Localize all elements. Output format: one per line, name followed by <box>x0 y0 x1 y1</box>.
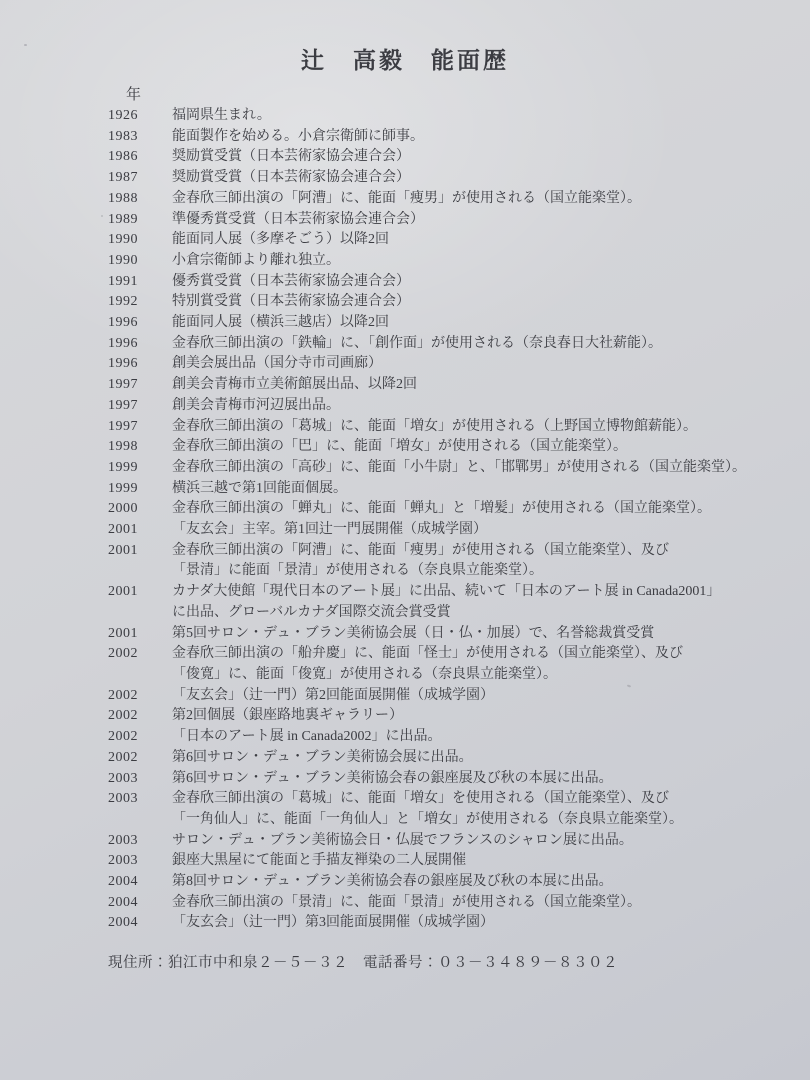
event-cell <box>172 272 810 293</box>
year-cell: 1992 <box>108 294 138 310</box>
timeline-row <box>108 189 810 210</box>
event-cell <box>172 893 810 914</box>
event-cell <box>172 582 810 623</box>
event-cell <box>172 230 810 251</box>
year-cell: 2002 <box>108 687 138 703</box>
event-cell <box>172 106 810 127</box>
event-cell <box>172 831 810 852</box>
event-cell <box>172 789 810 830</box>
timeline-row <box>108 520 810 541</box>
year-cell: 2004 <box>108 915 138 931</box>
event-cell <box>172 313 810 334</box>
event-cell <box>172 127 810 148</box>
year-cell: 1983 <box>108 128 138 144</box>
event-line: 準優秀賞受賞（日本芸術家協会連合会） <box>172 211 424 227</box>
year-cell: 2001 <box>108 625 138 641</box>
year-cell: 1997 <box>108 397 138 413</box>
timeline-row <box>108 499 810 520</box>
timeline-row <box>108 686 810 707</box>
timeline-row <box>108 913 810 934</box>
year-cell: 1999 <box>108 459 138 475</box>
event-line: 金春欣三師出演の「蝉丸」に、能面「蝉丸」と「増髪」が使用される（国立能楽堂）。 <box>172 501 711 517</box>
event-line: 金春欣三師出演の「葛城」に、能面「増女」を使用される（国立能楽堂）、及び <box>172 791 669 807</box>
event-line: 小倉宗衛師より離れ独立。 <box>172 252 340 268</box>
timeline-row <box>108 541 810 582</box>
event-line: 能面同人展（多摩そごう）以降2回 <box>172 232 389 248</box>
event-line: 金春欣三師出演の「阿漕」に、能面「痩男」が使用される（国立能楽堂）。 <box>172 190 641 206</box>
event-line: 「俊寛」に、能面「俊寛」が使用される（奈良県立能楽堂）。 <box>172 666 557 682</box>
event-line: 金春欣三師出演の「巴」に、能面「増女」が使用される（国立能楽堂）。 <box>172 439 627 455</box>
event-cell <box>172 375 810 396</box>
event-cell <box>172 644 810 685</box>
event-cell <box>172 354 810 375</box>
event-line: 特別賞受賞（日本芸術家協会連合会） <box>172 294 410 310</box>
event-line: 金春欣三師出演の「阿漕」に、能面「痩男」が使用される（国立能楽堂）、及び <box>172 542 669 558</box>
year-cell: 1990 <box>108 232 138 248</box>
year-cell: 1996 <box>108 315 138 331</box>
event-line: 「友玄会」（辻一門）第3回能面展開催（成城学園） <box>172 915 494 931</box>
timeline-row <box>108 831 810 852</box>
timeline-row <box>108 251 810 272</box>
timeline-row <box>108 396 810 417</box>
event-line: 創美会展出品（国分寺市司画廊） <box>172 356 382 372</box>
event-cell <box>172 541 810 582</box>
year-cell: 2001 <box>108 522 138 538</box>
timeline-row <box>108 789 810 830</box>
timeline-row <box>108 851 810 872</box>
timeline-row <box>108 479 810 500</box>
year-cell: 2002 <box>108 729 138 745</box>
timeline-row <box>108 313 810 334</box>
event-line: サロン・デュ・ブラン美術協会日・仏展でフランスのシャロン展に出品。 <box>172 832 633 848</box>
year-cell: 2000 <box>108 501 138 517</box>
timeline-row <box>108 106 810 127</box>
year-cell: 1997 <box>108 418 138 434</box>
year-cell: 1988 <box>108 190 138 206</box>
year-cell: 1996 <box>108 335 138 351</box>
event-cell <box>172 251 810 272</box>
event-line: 「友玄会」（辻一門）第2回能面展開催（成城学園） <box>172 687 494 703</box>
timeline-row <box>108 210 810 231</box>
year-cell: 2001 <box>108 542 138 558</box>
timeline-row <box>108 437 810 458</box>
event-line: カナダ大使館「現代日本のアート展」に出品、続いて「日本のアート展 in Canada2001」 <box>172 584 721 600</box>
event-line: 「友玄会」主宰。第1回辻一門展開催（成城学園） <box>172 522 487 538</box>
year-cell: 2002 <box>108 646 138 662</box>
event-cell <box>172 872 810 893</box>
timeline-row <box>108 727 810 748</box>
event-cell <box>172 499 810 520</box>
year-cell: 1999 <box>108 480 138 496</box>
year-cell: 2004 <box>108 874 138 890</box>
timeline-row <box>108 375 810 396</box>
year-cell: 1986 <box>108 149 138 165</box>
timeline-row <box>108 706 810 727</box>
year-cell: 2002 <box>108 708 138 724</box>
event-cell <box>172 458 810 479</box>
event-cell <box>172 686 810 707</box>
timeline-row <box>108 354 810 375</box>
event-cell <box>172 168 810 189</box>
event-cell <box>172 769 810 790</box>
event-cell <box>172 292 810 313</box>
event-line: 銀座大黒屋にて能面と手描友禅染の二人展開催 <box>172 853 466 869</box>
event-line: 金春欣三師出演の「鉄輪」に、「創作面」が使用される（奈良春日大社薪能）。 <box>172 335 662 351</box>
timeline-row <box>108 168 810 189</box>
year-column-header: 年 <box>126 87 142 103</box>
event-line: 第2回個展（銀座路地裏ギャラリー） <box>172 708 403 724</box>
event-line: 能面製作を始める。小倉宗衛師に師事。 <box>172 128 424 144</box>
timeline-row <box>108 417 810 438</box>
year-cell: 2003 <box>108 832 138 848</box>
timeline-row <box>108 624 810 645</box>
event-cell <box>172 479 810 500</box>
year-cell: 1987 <box>108 170 138 186</box>
contact-footer: 現住所：狛江市中和泉２－５－３２ 電話番号：０３－３４８９－８３０２ <box>108 955 618 972</box>
year-cell: 2003 <box>108 853 138 869</box>
year-cell: 1926 <box>108 108 138 123</box>
event-cell <box>172 624 810 645</box>
event-line: 第6回サロン・デュ・ブラン美術協会展に出品。 <box>172 749 473 765</box>
year-cell: 2002 <box>108 749 138 765</box>
year-cell: 1998 <box>108 439 138 455</box>
year-cell: 1997 <box>108 377 138 393</box>
event-line: 能面同人展（横浜三越店）以降2回 <box>172 315 389 331</box>
event-cell <box>172 437 810 458</box>
scan-speck <box>24 44 27 46</box>
event-cell <box>172 210 810 231</box>
timeline-row <box>108 292 810 313</box>
timeline-row <box>108 644 810 685</box>
event-line: 金春欣三師出演の「高砂」に、能面「小牛尉」と、「邯鄲男」が使用される（国立能楽堂）。 <box>172 459 746 475</box>
event-cell <box>172 727 810 748</box>
event-cell <box>172 520 810 541</box>
year-cell: 1989 <box>108 211 138 227</box>
timeline-row <box>108 769 810 790</box>
event-cell <box>172 851 810 872</box>
event-line: 「一角仙人」に、能面「一角仙人」と「増女」が使用される（奈良県立能楽堂）。 <box>172 811 683 827</box>
year-cell: 2004 <box>108 894 138 910</box>
event-line: 第8回サロン・デュ・ブラン美術協会春の銀座展及び秋の本展に出品。 <box>172 874 613 890</box>
timeline-row <box>108 582 810 623</box>
year-cell: 2001 <box>108 584 138 600</box>
event-cell <box>172 417 810 438</box>
event-line: 優秀賞受賞（日本芸術家協会連合会） <box>172 273 410 289</box>
timeline <box>108 106 810 934</box>
event-line: 福岡県生まれ。 <box>172 108 271 123</box>
year-cell: 1990 <box>108 252 138 268</box>
timeline-row <box>108 893 810 914</box>
event-line: 金春欣三師出演の「船弁慶」に、能面「怪士」が使用される（国立能楽堂）、及び <box>172 646 683 662</box>
timeline-row <box>108 272 810 293</box>
year-cell: 1996 <box>108 356 138 372</box>
event-line: 金春欣三師出演の「葛城」に、能面「増女」が使用される（上野国立博物館薪能）。 <box>172 418 697 434</box>
event-line: 奨励賞受賞（日本芸術家協会連合会） <box>172 170 410 186</box>
timeline-row <box>108 334 810 355</box>
event-cell <box>172 147 810 168</box>
timeline-row <box>108 147 810 168</box>
event-line: 奨励賞受賞（日本芸術家協会連合会） <box>172 149 410 165</box>
event-line: 創美会青梅市立美術館展出品、以降2回 <box>172 377 417 393</box>
event-line: に出品、グローバルカナダ国際交流会賞受賞 <box>172 604 451 620</box>
event-line: 「景清」に能面「景清」が使用される（奈良県立能楽堂）。 <box>172 563 543 579</box>
event-line: 横浜三越で第1回能面個展。 <box>172 480 347 496</box>
event-cell <box>172 189 810 210</box>
document-title: 辻 高毅 能面歴 <box>301 48 509 73</box>
timeline-row <box>108 872 810 893</box>
year-cell: 2003 <box>108 770 138 786</box>
event-cell <box>172 706 810 727</box>
event-line: 第5回サロン・デュ・ブラン美術協会展（日・仏・加展）で、名誉総裁賞受賞 <box>172 625 655 641</box>
event-line: 金春欣三師出演の「景清」に、能面「景清」が使用される（国立能楽堂）。 <box>172 894 641 910</box>
year-cell: 2003 <box>108 791 138 807</box>
year-cell: 1991 <box>108 273 138 289</box>
event-cell <box>172 396 810 417</box>
event-line: 創美会青梅市河辺展出品。 <box>172 397 340 413</box>
event-cell <box>172 334 810 355</box>
timeline-row <box>108 748 810 769</box>
timeline-row <box>108 458 810 479</box>
event-line: 第6回サロン・デュ・ブラン美術協会春の銀座展及び秋の本展に出品。 <box>172 770 613 786</box>
scan-speck <box>101 215 103 217</box>
event-line: 「日本のアート展 in Canada2002」に出品。 <box>172 729 442 745</box>
timeline-row <box>108 127 810 148</box>
timeline-row <box>108 230 810 251</box>
event-cell <box>172 748 810 769</box>
event-cell <box>172 913 810 934</box>
